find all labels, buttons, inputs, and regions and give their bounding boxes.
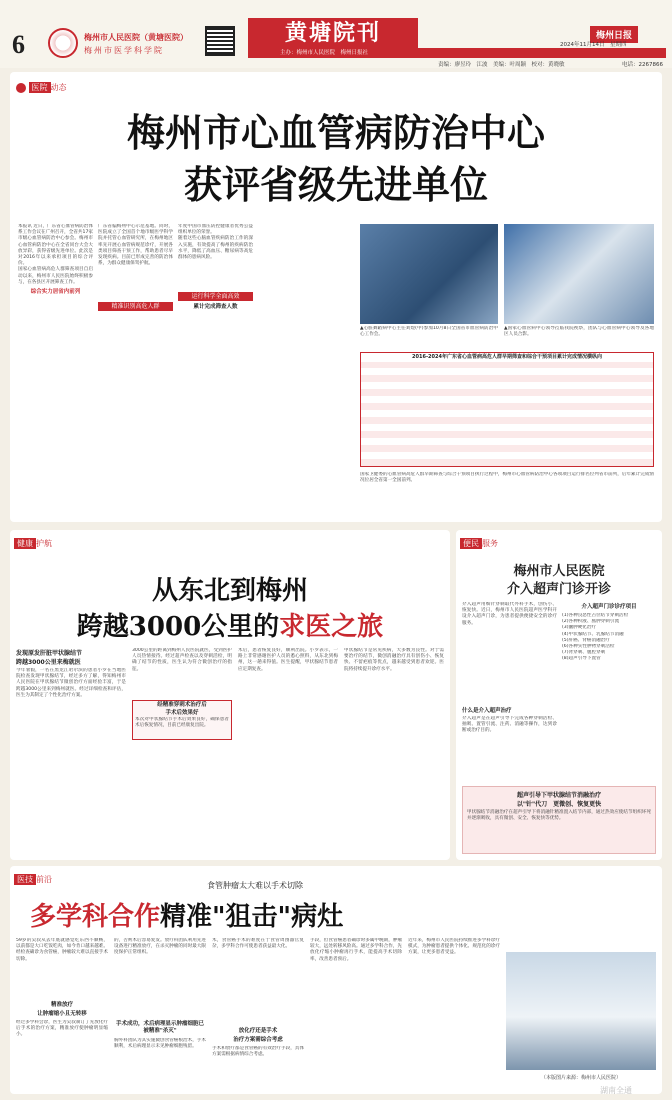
article-col4: 甲状腺结节是常见疾病，大多数为良性。对于需要治疗的结节，微创消融治疗具有创伤小、恢复快、不留疤痕等优点，越来越受到患者欢迎。医院将持续提升诊疗水平。 <box>344 648 444 672</box>
page-number: 6 <box>12 30 25 59</box>
sub-2: 让肿瘤缩小且无转移 <box>37 1011 87 1017</box>
article-col1b: 介入超声是在超声引导下完成各种穿刺活检、抽吸、置管引流、注药、消融等操作，达到诊断或治疗目的。 <box>462 716 557 734</box>
article-col2: 广东省偏梅州中心示范基地。同时，医院成立了全国首个地市级医学科学院并托管心血管研究所，在梅州地区率先开展心血管病规范诊疗，开展各类项目筛查干预工作，帮助患者尽早发现疾病。目前已形成完善的防治体系，为群众健康保驾护航。 <box>98 224 173 267</box>
headline-line2 <box>10 606 450 643</box>
item-2: (2)各种积液、脓肿穿刺引流 <box>562 619 620 625</box>
sponsor-text: 主办：梅州市人民医院 梅州日报社 <box>280 50 369 56</box>
watermark: 湖南全通 <box>600 1086 632 1095</box>
photo1-caption: ▲心脏舞蹈病中心主任刘煜(中)参加10月8日全国省市血管病防治中心工作会。 <box>360 326 498 338</box>
sub-title-1: 发现原发肝脏甲状腺结节 <box>16 650 83 657</box>
sub-3: 手术成功，术后病理显示肿瘤细胞已被精准"杀灭" <box>115 1021 204 1034</box>
data-table <box>360 352 654 467</box>
article-col1b: 经过多学科会诊，医生为吴叔制订了先放化疗后手术的治疗方案，精准放疗使肿瘤明显缩小。 <box>16 1020 108 1038</box>
phone: 电话：2267866 <box>622 62 663 68</box>
highlight-box <box>462 786 656 854</box>
section-tag <box>14 538 52 549</box>
headline-red: 多学科合作 <box>30 902 161 932</box>
article-col3b: 手术和放疗都是食管癌的有效治疗手段，具体方案需根据病情综合考虑。 <box>212 1046 304 1058</box>
item-1: (1)各种良恶性占位结节穿刺活检 <box>562 613 629 618</box>
box-body: 本次对甲状腺结节手术后效果良好，确保患者术后恢复情况，目前已经康复出院。 <box>135 717 229 729</box>
tag-rest: 服务 <box>482 539 498 548</box>
sponsor-bar <box>248 48 666 58</box>
paper-logo: 梅州日报 <box>590 26 638 43</box>
section1-footer: 国家卫健委的心血管病高危人群早期筛查与综合干预项目执行过程中，梅州市心血管病防治中心各项项目运行排名位列省市前列，后年累计完成情况位居全省第一全国前列。 <box>360 472 654 484</box>
photo-conference <box>360 224 498 324</box>
box-title-2: 手术后效果好 <box>165 710 199 716</box>
page-header <box>0 0 672 68</box>
section-health <box>10 530 450 860</box>
photo-team <box>506 952 656 1070</box>
headline-line2: 获评省级先进单位 <box>183 162 488 207</box>
article-col1: 今年暑假，一名在黑龙江哈尔滨的患者小罗在当地医院检查发现甲状腺结节，经过多方了解，得知梅州市人民医院在甲状腺结节微创治疗方面经验丰富，于是跨越3000公里来到梅州就医。经过详细检查和评估，医生为其制定了个性化治疗方案。 <box>16 668 126 698</box>
headline-red: 求医之旅 <box>279 612 384 642</box>
item-6: (6)各种实性肿物穿刺活检 <box>562 644 615 650</box>
article-col1: 本报讯 近日，广东省心血管病防治体系工作会议在广州召开，全省共17家市级心血管病防治中心参会。梅州市心血管病防治中心在全省同台大会大放异彩，获得省级先进单位。此次是对2016年以来承担项目的综合评价。 国家心血管病高危人群筛查项目自启动以来，梅州市人民医院始终积极参与，在各县区开展筛查工作。 <box>18 224 93 285</box>
hospital-logo-icon <box>48 28 78 58</box>
item-8: (8)超声引导下置管 <box>562 656 601 662</box>
photo-group <box>504 224 654 324</box>
highlight-body: 甲状腺结节消融治疗在超声引导下将消融针精准置入结节内部，通过热效应使结节组织坏死并逐渐吸收，具有微创、安全、恢复快等优势。 <box>467 810 651 822</box>
tag-highlight: 医院 <box>29 82 51 93</box>
headline-black: 精准"狙击"病灶 <box>160 902 344 932</box>
sub-5: 治疗方案需综合考虑 <box>233 1037 283 1043</box>
hospital-name: 梅州市人民医院（黄塘医院） <box>84 33 188 42</box>
question-2: 介入超声门诊诊疗项目 <box>581 604 637 610</box>
sub-title-2: 跨越3000公里来梅就医 <box>16 659 81 666</box>
tag-highlight: 医技 <box>14 874 36 885</box>
question-1: 什么是介入超声治疗 <box>462 708 512 714</box>
info-box <box>132 700 232 740</box>
tag-icon <box>16 83 26 93</box>
tag-highlight: 便民 <box>460 538 482 549</box>
section-service <box>456 530 662 860</box>
item-7: (7)肾穿刺、腹腔穿刺 <box>562 650 606 656</box>
item-5: (5)肝癌、肾癌消融治疗 <box>562 637 610 643</box>
qr-code-icon <box>205 26 235 56</box>
article-col3: 术，食管癌手术的难度在于食管周围器官复杂，多学科合作可使患者获益最大化。 <box>212 938 304 950</box>
article-col2: 的，否则术后容易复发。放疗科团队利用先进设备进行精准放疗，在杀灭肿瘤的同时最大限度保护正常组织。 <box>114 938 206 956</box>
section-frontier <box>10 866 662 1094</box>
article-col2: 3000公里的距离到梅州人民医院就医，受到医护人员热情接待。经过超声检查以及穿刺活检，明确了结节的性质，医生认为符合微创治疗的指征。 <box>132 648 232 672</box>
headline-line1: 梅州市心血管病防治中心 <box>126 110 545 155</box>
item-4: (4)甲状腺结节、乳腺结节消融 <box>562 631 624 637</box>
section-tag <box>460 538 498 549</box>
editor-credits: 责编：廖昱玲 江波 美编：叶周颖 校对：黄晓敏 <box>438 62 565 68</box>
sub-1: 精准放疗 <box>50 1002 73 1008</box>
article-col4: 手段，但食管癌患者确诊时多属中晚期，肿瘤较大，远处转移风险高。通过多学科合作，先放化疗缩小肿瘤再行手术，能提高手术切除率，改善患者预后。 <box>310 938 402 962</box>
headline <box>30 896 500 933</box>
publication-banner <box>248 18 418 48</box>
highlight-sub: 以"针"代刀 更微创、恢复更快 <box>516 801 602 808</box>
article-col3: 术后，患者恢复良好，顺利出院。小罗表示，一路上非常感谢医护人员的悉心照料，从东北到梅州，这一趟来得值。医生提醒，甲状腺结节患者应定期复查。 <box>238 648 338 672</box>
article-col3: 年度中国市血压防控健康者优秀公益组织单位的荣誉。 随着这些心脑血管疾病防治工作的深入实施，有效提高了梅州的疾病防治水平，降低了高血压、糖尿病等高危群体的患病风险。 <box>178 224 253 261</box>
article-col5: 近年来，梅州市人民医院持续推进多学科诊疗模式，为肿瘤患者提供个体化、规范化的诊疗方案，让更多患者受益。 <box>408 938 500 956</box>
issue-date: 2024年11月14日 星期四 <box>560 42 627 48</box>
section-tag <box>16 82 67 93</box>
subhead-2: 精准识别高危人群 <box>98 302 173 311</box>
items-box <box>562 602 656 780</box>
headline-line1: 从东北到梅州 <box>151 576 308 606</box>
box-title-1: 经精准穿刺术治疗后 <box>157 702 207 708</box>
subhead-1: 综合实力居省内前列 <box>30 289 81 295</box>
subhead-4: 累计完成筛查人数 <box>193 304 238 310</box>
tag-rest: 护航 <box>36 539 52 548</box>
sub-4: 放化疗还是手术 <box>238 1028 278 1034</box>
photo-caption: （本版图片来源：梅州市人民医院） <box>540 1075 621 1081</box>
photo2-caption: ▲国家心血管病中心领导莅临我院视察，团队与心血管病中心领导及各地区人员合影。 <box>504 326 654 338</box>
headline-line2: 介入超声门诊开诊 <box>506 582 611 597</box>
publication-title: 黄塘院刊 <box>284 20 381 46</box>
table-title: 2016-2024年广东省心血管病高危人群早期筛查和综合干预项目累计完成情况横纵向 <box>361 353 653 362</box>
headline-line1: 梅州市人民医院 <box>513 564 605 579</box>
tag-highlight: 健康 <box>14 538 36 549</box>
article-col1: 59岁的吴叔从去年底就感觉吃东西不顺畅，以前都是大口吃饭吃肉，如今肯口越来越难。经检查确诊为食管癌，肿瘤较大难以直接手术切除。 <box>16 938 108 962</box>
article-col1: 介入超声用细针穿刺取代外科手术，创伤小、恢复快。近日，梅州市人民医院超声医学科开设介入超声门诊，为患者提供便捷安全的诊疗服务。 <box>462 602 557 626</box>
section-news <box>10 72 662 522</box>
subhead-3: 运行科学全面高效 <box>178 292 253 301</box>
item-3: (3)囊肿硬化治疗 <box>562 625 597 631</box>
article-col2b: 胸外科团队为其实施微创食管癌根治术，手术顺利，术后病理显示未见肿瘤细胞残留。 <box>114 1038 206 1050</box>
kicker: 食管肿瘤太大难以手术切除 <box>207 881 303 890</box>
tag-rest: 前沿 <box>36 875 52 884</box>
tag-rest: 动态 <box>50 83 67 92</box>
highlight-title: 超声引导下甲状腺结节消融治疗 <box>516 792 601 799</box>
headline-black: 跨越3000公里的 <box>76 612 280 642</box>
hospital-sub: 梅州市医学科学院 <box>84 46 164 55</box>
